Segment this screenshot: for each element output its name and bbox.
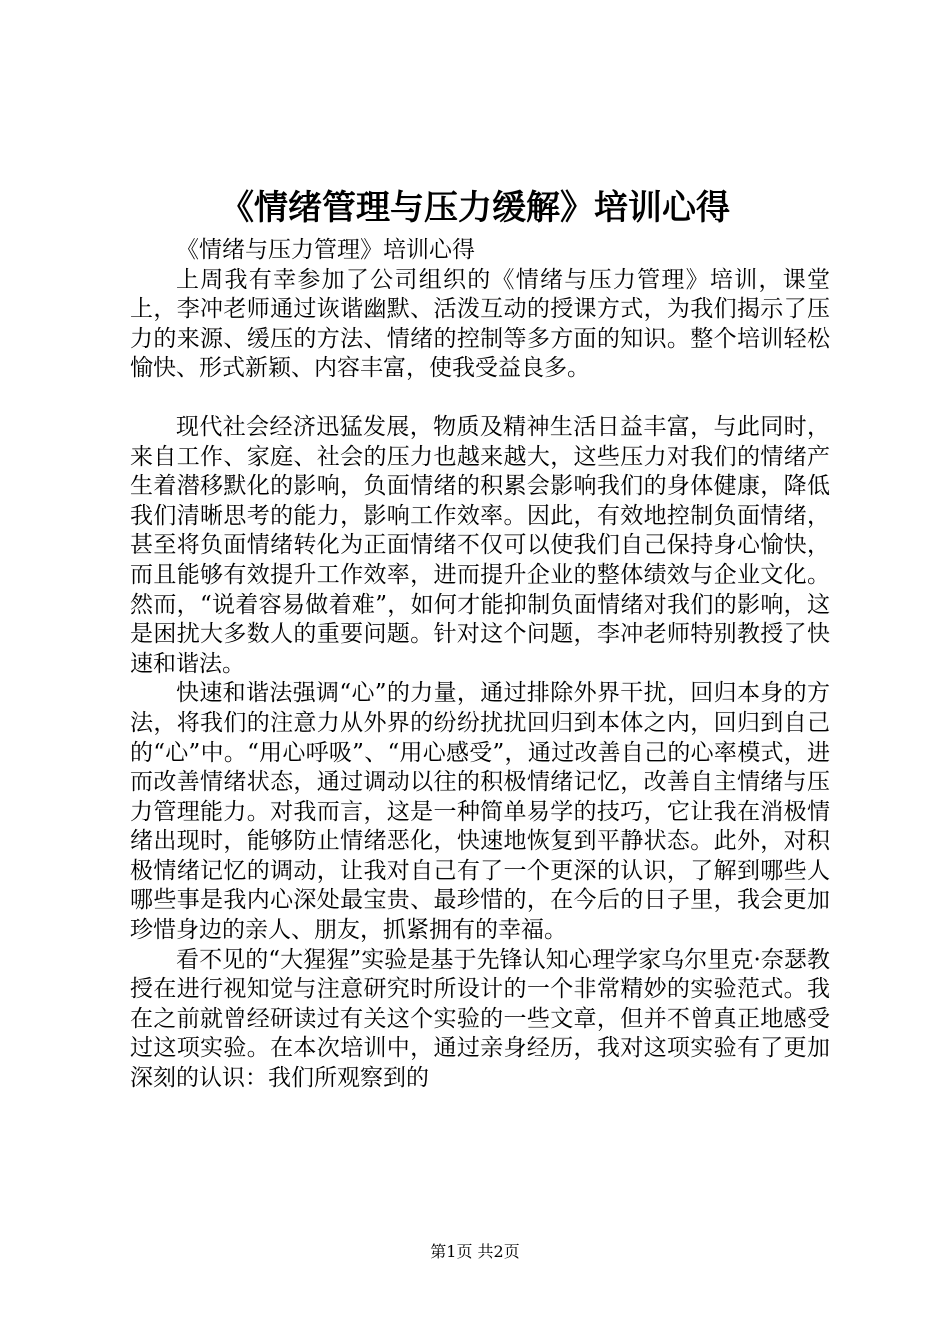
paragraph: 看不见的“大猩猩”实验是基于先锋认知心理学家乌尔里克·奈瑟教授在进行视知觉与注意研究时所设计的一个非常精妙的实验范式。我在之前就曾经研读过有关这个实验的一些文章，但并不曾真正地感受过这项实验。在本次培训中，通过亲身经历，我对这项实验有了更加深刻的认识：我们所观察到的 [130,946,830,1092]
document-body [130,236,830,1094]
paragraph: 上周我有幸参加了公司组织的《情绪与压力管理》培训，课堂上，李冲老师通过诙谐幽默、活泼互动的授课方式，为我们揭示了压力的来源、缓压的方法、情绪的控制等多方面的知识。整个培训轻松愉快、形式新颖、内容丰富，使我受益良多。 [130,266,830,382]
paragraph-subtitle: 《情绪与压力管理》培训心得 [176,237,475,263]
paragraph: 快速和谐法强调“心”的力量，通过排除外界干扰，回归本身的方法，将我们的注意力从外界的纷纷扰扰回归到本体之内，回归到自己的“心”中。“用心呼吸”、“用心感受”，通过改善自己的心率模式，进而改善情绪状态，通过调动以往的积极情绪记忆，改善自主情绪与压力管理能力。对我而言，这是一种简单易学的技巧，它让我在消极情绪出现时，能够防止情绪恶化，快速地恢复到平静状态。此外，对积极情绪记忆的调动，让我对自己有了一个更深的认识，了解到哪些人哪些事是我内心深处最宝贵、最珍惜的，在今后的日子里，我会更加珍惜身边的亲人、朋友，抓紧拥有的幸福。 [130,680,830,944]
paragraph: 现代社会经济迅猛发展，物质及精神生活日益丰富，与此同时，来自工作、家庭、社会的压力也越来越大，这些压力对我们的情绪产生着潜移默化的影响，负面情绪的积累会影响我们的身体健康，降低我们清晰思考的能力，影响工作效率。因此，有效地控制负面情绪，甚至将负面情绪转化为正面情绪不仅可以使我们自己保持身心愉快，而且能够有效提升工作效率，进而提升企业的整体绩效与企业文化。然而，“说着容易做着难”，如何才能抑制负面情绪对我们的影响，这是困扰大多数人的重要问题。针对这个问题，李冲老师特别教授了快速和谐法。 [130,413,830,677]
page-number-footer: 第1页 共2页 [430,1242,520,1261]
document-title: 《情绪管理与压力缓解》培训心得 [220,188,730,228]
